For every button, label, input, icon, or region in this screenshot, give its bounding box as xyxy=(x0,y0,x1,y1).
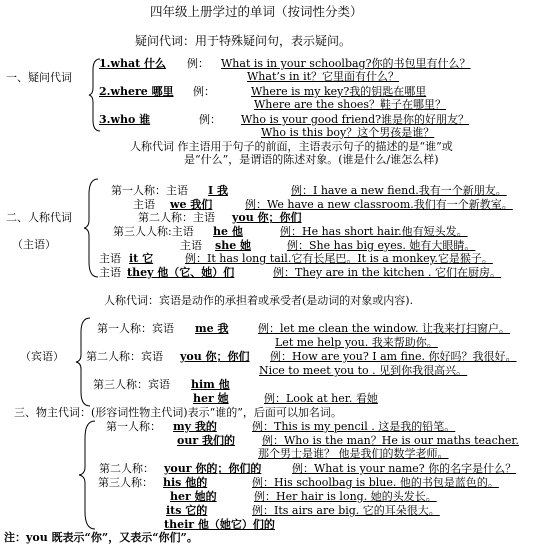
object-second-example-2: Nice to meet you to . 见到你我很高兴。 xyxy=(259,364,468,377)
what-example-1: What is in your schoolbag?你的书包里有什么？ xyxy=(221,57,471,70)
brace-personal xyxy=(83,178,99,278)
possessive-our-example-1: 例：Who is the man？He is our maths teacher. xyxy=(262,434,519,447)
possessive-my-example: 例：This is my pencil . 这是我的铅笔。 xyxy=(252,420,456,433)
where-ex-label: 例： xyxy=(193,85,215,98)
possessive-their: their 他（她它）们的 xyxy=(164,518,275,531)
object-heading: （宾语） xyxy=(20,350,64,363)
where-example-2: Where are the shoes？鞋子在哪里？ xyxy=(254,98,447,111)
word-where: 2.where 哪里 xyxy=(99,85,174,98)
word-who: 3.who 谁 xyxy=(99,113,151,126)
section-personal-heading: 二、人称代词 xyxy=(6,211,72,224)
possessive-her: her 她的 xyxy=(170,490,217,503)
possessive-her-example: 例：Her hair is long. 她的头发长。 xyxy=(254,490,437,503)
possessive-its-example: 例：Its airs are big. 它的耳朵很大。 xyxy=(252,504,440,517)
possessive-his-example: 例：His schoolbag is blue. 他的书包是蓝色的。 xyxy=(252,476,499,489)
personal-third-she-example: 例：She has big eyes. 她有大眼睛。 xyxy=(287,239,476,252)
personal-intro-2: 是“什么”，是谓语的陈述对象。(谁是什么/谁怎么样) xyxy=(184,153,439,166)
personal-they-prefix: 主语 xyxy=(99,266,121,279)
possessive-third-label: 第三人称： xyxy=(98,476,153,489)
object-first-me-example-2: Let me help you. 我来帮助你。 xyxy=(275,336,438,349)
personal-second-label: 第二人称：主语 xyxy=(138,211,215,224)
word-what: 1.what 什么 xyxy=(99,57,166,70)
who-ex-label: 例： xyxy=(199,113,221,126)
personal-first-we: we 我们 xyxy=(170,198,213,211)
object-second-label: 第二人称：宾语 xyxy=(86,350,163,363)
personal-third-they: they 他（它、她）们 xyxy=(127,266,235,279)
brace-possessive xyxy=(78,420,96,530)
object-third-her-example: 例：Look at her. 看她 xyxy=(264,392,378,405)
possessive-second-label: 第二人称： xyxy=(99,462,154,475)
personal-first-i-example: 例：I have a new fiend.我有一个新朋友。 xyxy=(291,184,507,197)
what-example-2: What’s in it？它里面有什么？ xyxy=(247,70,400,83)
personal-she-prefix: 主语 xyxy=(180,239,202,252)
page-title: 四年级上册学过的单词（按词性分类） xyxy=(150,4,363,19)
object-second-you: you 你；你们 xyxy=(180,350,250,363)
possessive-your-example: 例：What is your name? 你的名字是什么？ xyxy=(292,462,517,475)
section-interrogative-heading: 一、疑问代词 xyxy=(6,71,72,84)
personal-first-label: 第一人称：主语 xyxy=(111,184,188,197)
possessive-our-example-2: 那个男士是谁？ 他是我们的数学老师。 xyxy=(258,447,449,460)
personal-intro-1: 人称代词 作主语用于句子的前面，主语表示句子的描述的是“谁”或 xyxy=(130,140,453,153)
object-first-label: 第一人称：宾语 xyxy=(97,322,174,335)
personal-third-he: he 他 xyxy=(213,225,243,238)
section-possessive-heading: 三、物主代词：(形容词性物主代词)表示“谁的”，后面可以加名词。 xyxy=(14,406,342,419)
object-first-me-example-1: 例：let me clean the window. 让我来打扫窗户。 xyxy=(258,322,511,335)
footnote: 注：you 既表示“你”，又表示“你们”。 xyxy=(4,531,198,544)
personal-first-i: I 我 xyxy=(208,184,228,197)
object-intro: 人称代词：宾语是动作的承担着或承受者(是动词的对象或内容). xyxy=(104,294,414,307)
possessive-my: my 我的 xyxy=(173,420,217,433)
personal-we-prefix: 主语 xyxy=(133,198,155,211)
personal-second-you: you 你；你们 xyxy=(232,211,302,224)
what-ex-label: 例： xyxy=(187,57,209,70)
object-third-him: him 他 xyxy=(191,378,230,391)
where-example-1: Where is my key?我的钥匙在哪里 xyxy=(251,85,427,98)
personal-third-they-example: 例：They are in the kitchen . 它们在厨房。 xyxy=(273,266,502,279)
personal-third-it-example: 例：It has long tail.它有长尾巴。It is a monkey.它是猴子。 xyxy=(185,252,493,265)
object-first-me: me 我 xyxy=(195,322,229,335)
possessive-first-label: 第一人称： xyxy=(106,420,161,433)
personal-first-we-example: 例：We have a new classroom.我们有一个新教室。 xyxy=(245,198,513,211)
object-second-example-1: 例：How are you? I am fine. 你好吗？我很好。 xyxy=(270,350,517,363)
personal-third-it: it 它 xyxy=(129,252,154,265)
personal-third-label: 第三人人称:主语 xyxy=(113,225,194,238)
object-third-label: 第三人称：宾语 xyxy=(93,378,170,391)
interrogative-intro: 疑问代词：用于特殊疑问句，表示疑问。 xyxy=(135,34,352,48)
personal-it-prefix: 主语 xyxy=(99,252,121,265)
possessive-our: our 我们的 xyxy=(177,434,235,447)
who-example-2: Who is this boy？这个男孩是谁？ xyxy=(261,126,435,139)
personal-third-he-example: 例：He has short hair.他有短头发。 xyxy=(280,225,468,238)
personal-third-she: she 她 xyxy=(215,239,252,252)
possessive-his: his 他的 xyxy=(163,476,208,489)
object-third-her: her 她 xyxy=(193,392,229,405)
possessive-its: its 它的 xyxy=(166,504,208,517)
who-example-1: Who is your good friend?谁是你的好朋友？ xyxy=(241,113,470,126)
possessive-your: your 你的；你们的 xyxy=(164,462,262,475)
section-personal-subheading: （主语） xyxy=(12,238,56,251)
